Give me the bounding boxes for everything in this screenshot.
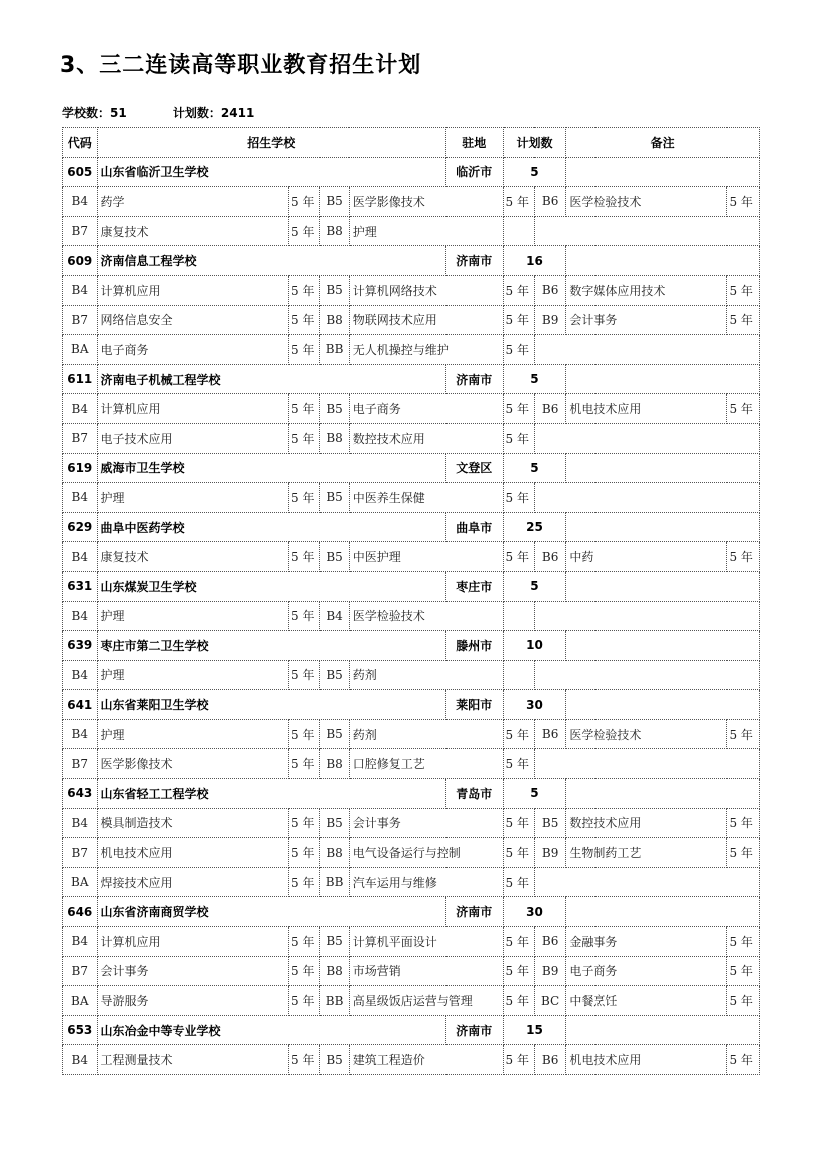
major-row bbox=[63, 1045, 760, 1075]
major-duration: 5 年 bbox=[503, 394, 534, 424]
major-code: B4 bbox=[63, 483, 98, 513]
major-code: B4 bbox=[63, 601, 98, 631]
major-code: B7 bbox=[63, 216, 98, 246]
major-name: 医学检验技术 bbox=[566, 187, 727, 217]
major-code: B5 bbox=[320, 808, 349, 838]
major-name: 电子技术应用 bbox=[97, 423, 289, 453]
school-plan: 10 bbox=[503, 631, 566, 661]
major-duration: 5 年 bbox=[289, 867, 320, 897]
major-name: 康复技术 bbox=[97, 542, 289, 572]
major-code: B7 bbox=[63, 956, 98, 986]
major-row bbox=[63, 216, 760, 246]
major-code: B4 bbox=[63, 542, 98, 572]
major-code: B8 bbox=[320, 216, 349, 246]
major-name: 无人机操控与维护 bbox=[349, 335, 503, 365]
major-code: BB bbox=[320, 335, 349, 365]
major-code: B8 bbox=[320, 749, 349, 779]
major-code: B7 bbox=[63, 749, 98, 779]
major-code: B7 bbox=[63, 838, 98, 868]
major-name: 数控技术应用 bbox=[566, 808, 727, 838]
major-duration: 5 年 bbox=[289, 927, 320, 957]
major-code: BA bbox=[63, 986, 98, 1016]
major-name: 会计事务 bbox=[349, 808, 503, 838]
major-name: 电子商务 bbox=[566, 956, 727, 986]
major-code: B6 bbox=[534, 187, 565, 217]
school-row bbox=[63, 1015, 760, 1045]
major-code: BA bbox=[63, 335, 98, 365]
major-duration: 5 年 bbox=[503, 187, 534, 217]
school-name: 枣庄市第二卫生学校 bbox=[97, 631, 445, 661]
school-plan: 30 bbox=[503, 897, 566, 927]
major-name: 生物制药工艺 bbox=[566, 838, 727, 868]
school-location: 枣庄市 bbox=[446, 571, 504, 601]
major-duration: 5 年 bbox=[727, 808, 760, 838]
school-name: 济南电子机械工程学校 bbox=[97, 364, 445, 394]
major-row bbox=[63, 423, 760, 453]
major-code: B6 bbox=[534, 275, 565, 305]
school-plan: 15 bbox=[503, 1015, 566, 1045]
major-code: B4 bbox=[63, 660, 98, 690]
school-location: 文登区 bbox=[446, 453, 504, 483]
major-row bbox=[63, 719, 760, 749]
major-name: 医学影像技术 bbox=[97, 749, 289, 779]
summary bbox=[62, 104, 254, 121]
major-name: 口腔修复工艺 bbox=[349, 749, 503, 779]
header-location: 驻地 bbox=[446, 128, 504, 158]
school-name: 山东冶金中等专业学校 bbox=[97, 1015, 445, 1045]
empty-cell bbox=[534, 216, 759, 246]
major-name: 模具制造技术 bbox=[97, 808, 289, 838]
empty-cell bbox=[534, 660, 759, 690]
school-note bbox=[566, 690, 760, 720]
major-duration: 5 年 bbox=[727, 187, 760, 217]
school-note bbox=[566, 631, 760, 661]
major-duration: 5 年 bbox=[289, 660, 320, 690]
major-name: 会计事务 bbox=[97, 956, 289, 986]
school-location: 济南市 bbox=[446, 1015, 504, 1045]
major-row bbox=[63, 749, 760, 779]
major-duration: 5 年 bbox=[289, 275, 320, 305]
major-name: 护理 bbox=[97, 601, 289, 631]
major-code: B7 bbox=[63, 305, 98, 335]
school-name: 山东省莱阳卫生学校 bbox=[97, 690, 445, 720]
major-row bbox=[63, 187, 760, 217]
table-header bbox=[63, 128, 760, 158]
major-code: B7 bbox=[63, 423, 98, 453]
school-plan: 5 bbox=[503, 364, 566, 394]
school-code: 611 bbox=[63, 364, 98, 394]
major-row bbox=[63, 335, 760, 365]
major-duration: 5 年 bbox=[727, 986, 760, 1016]
school-plan: 5 bbox=[503, 157, 566, 187]
major-code: B6 bbox=[534, 394, 565, 424]
major-name: 护理 bbox=[349, 216, 503, 246]
major-row bbox=[63, 867, 760, 897]
header-note: 备注 bbox=[566, 128, 760, 158]
major-name: 金融事务 bbox=[566, 927, 727, 957]
major-name: 汽车运用与维修 bbox=[349, 867, 503, 897]
header-plan: 计划数 bbox=[503, 128, 566, 158]
major-name: 数字媒体应用技术 bbox=[566, 275, 727, 305]
major-duration: 5 年 bbox=[289, 1045, 320, 1075]
major-code: B5 bbox=[320, 187, 349, 217]
school-row bbox=[63, 364, 760, 394]
empty-cell bbox=[503, 660, 534, 690]
school-code: 653 bbox=[63, 1015, 98, 1045]
enrollment-table bbox=[62, 127, 760, 1075]
major-name: 焊接技术应用 bbox=[97, 867, 289, 897]
empty-cell bbox=[534, 423, 759, 453]
major-name: 机电技术应用 bbox=[97, 838, 289, 868]
major-code: B4 bbox=[63, 187, 98, 217]
major-name: 药剂 bbox=[349, 660, 503, 690]
school-plan: 5 bbox=[503, 779, 566, 809]
major-duration: 5 年 bbox=[289, 601, 320, 631]
plan-count: 计划数：2411 bbox=[172, 106, 255, 120]
major-name: 计算机应用 bbox=[97, 394, 289, 424]
major-name: 网络信息安全 bbox=[97, 305, 289, 335]
major-duration: 5 年 bbox=[289, 305, 320, 335]
school-note bbox=[566, 453, 760, 483]
major-name: 建筑工程造价 bbox=[349, 1045, 503, 1075]
major-duration: 5 年 bbox=[727, 719, 760, 749]
school-plan: 5 bbox=[503, 571, 566, 601]
school-note bbox=[566, 364, 760, 394]
major-name: 高星级饭店运营与管理 bbox=[349, 986, 503, 1016]
major-row bbox=[63, 483, 760, 513]
major-name: 中药 bbox=[566, 542, 727, 572]
major-duration: 5 年 bbox=[727, 1045, 760, 1075]
school-code: 643 bbox=[63, 779, 98, 809]
major-row bbox=[63, 956, 760, 986]
major-code: B5 bbox=[320, 483, 349, 513]
major-name: 电子商务 bbox=[349, 394, 503, 424]
school-code: 639 bbox=[63, 631, 98, 661]
school-name: 山东省临沂卫生学校 bbox=[97, 157, 445, 187]
school-row bbox=[63, 779, 760, 809]
school-code: 605 bbox=[63, 157, 98, 187]
major-name: 电子商务 bbox=[97, 335, 289, 365]
major-code: B6 bbox=[534, 1045, 565, 1075]
major-name: 物联网技术应用 bbox=[349, 305, 503, 335]
major-code: B4 bbox=[63, 394, 98, 424]
major-duration: 5 年 bbox=[289, 838, 320, 868]
major-duration: 5 年 bbox=[503, 423, 534, 453]
major-duration: 5 年 bbox=[727, 542, 760, 572]
school-name: 山东煤炭卫生学校 bbox=[97, 571, 445, 601]
major-duration: 5 年 bbox=[289, 394, 320, 424]
page-title: 3、三二连读高等职业教育招生计划 bbox=[60, 53, 422, 78]
major-duration: 5 年 bbox=[289, 187, 320, 217]
major-duration: 5 年 bbox=[503, 749, 534, 779]
school-row bbox=[63, 453, 760, 483]
major-code: B5 bbox=[320, 275, 349, 305]
major-code: B4 bbox=[63, 1045, 98, 1075]
major-duration: 5 年 bbox=[289, 719, 320, 749]
major-name: 医学检验技术 bbox=[566, 719, 727, 749]
major-code: B4 bbox=[63, 808, 98, 838]
major-duration: 5 年 bbox=[503, 275, 534, 305]
major-duration: 5 年 bbox=[727, 305, 760, 335]
major-name: 中餐烹饪 bbox=[566, 986, 727, 1016]
major-name: 计算机应用 bbox=[97, 275, 289, 305]
empty-cell bbox=[534, 749, 759, 779]
major-code: BB bbox=[320, 986, 349, 1016]
major-row bbox=[63, 542, 760, 572]
school-code: 619 bbox=[63, 453, 98, 483]
school-location: 济南市 bbox=[446, 364, 504, 394]
school-location: 青岛市 bbox=[446, 779, 504, 809]
school-code: 631 bbox=[63, 571, 98, 601]
empty-cell bbox=[503, 601, 534, 631]
school-location: 莱阳市 bbox=[446, 690, 504, 720]
major-duration: 5 年 bbox=[727, 838, 760, 868]
school-location: 济南市 bbox=[446, 246, 504, 276]
major-duration: 5 年 bbox=[503, 305, 534, 335]
major-name: 药剂 bbox=[349, 719, 503, 749]
major-code: B8 bbox=[320, 423, 349, 453]
school-note bbox=[566, 897, 760, 927]
school-row bbox=[63, 571, 760, 601]
major-code: B5 bbox=[320, 1045, 349, 1075]
empty-cell bbox=[503, 216, 534, 246]
major-duration: 5 年 bbox=[503, 483, 534, 513]
major-row bbox=[63, 305, 760, 335]
major-duration: 5 年 bbox=[503, 1045, 534, 1075]
major-name: 中医护理 bbox=[349, 542, 503, 572]
school-row bbox=[63, 690, 760, 720]
school-code: 641 bbox=[63, 690, 98, 720]
major-code: B5 bbox=[320, 660, 349, 690]
major-duration: 5 年 bbox=[503, 808, 534, 838]
major-duration: 5 年 bbox=[289, 749, 320, 779]
major-code: B5 bbox=[320, 927, 349, 957]
school-plan: 25 bbox=[503, 512, 566, 542]
major-code: B9 bbox=[534, 838, 565, 868]
major-name: 医学检验技术 bbox=[349, 601, 503, 631]
major-name: 康复技术 bbox=[97, 216, 289, 246]
major-duration: 5 年 bbox=[727, 275, 760, 305]
major-duration: 5 年 bbox=[503, 542, 534, 572]
major-code: B9 bbox=[534, 305, 565, 335]
major-duration: 5 年 bbox=[289, 423, 320, 453]
major-name: 药学 bbox=[97, 187, 289, 217]
major-row bbox=[63, 808, 760, 838]
major-duration: 5 年 bbox=[289, 335, 320, 365]
major-duration: 5 年 bbox=[289, 986, 320, 1016]
major-code: B8 bbox=[320, 305, 349, 335]
major-row bbox=[63, 927, 760, 957]
empty-cell bbox=[534, 867, 759, 897]
major-code: B5 bbox=[320, 719, 349, 749]
major-code: B6 bbox=[534, 927, 565, 957]
header-code: 代码 bbox=[63, 128, 98, 158]
major-name: 数控技术应用 bbox=[349, 423, 503, 453]
major-row bbox=[63, 275, 760, 305]
school-name: 济南信息工程学校 bbox=[97, 246, 445, 276]
major-name: 计算机应用 bbox=[97, 927, 289, 957]
major-duration: 5 年 bbox=[289, 542, 320, 572]
school-code: 609 bbox=[63, 246, 98, 276]
school-location: 济南市 bbox=[446, 897, 504, 927]
school-row bbox=[63, 631, 760, 661]
major-row bbox=[63, 986, 760, 1016]
major-code: BB bbox=[320, 867, 349, 897]
school-row bbox=[63, 246, 760, 276]
major-duration: 5 年 bbox=[289, 956, 320, 986]
major-name: 电气设备运行与控制 bbox=[349, 838, 503, 868]
school-plan: 16 bbox=[503, 246, 566, 276]
major-code: BA bbox=[63, 867, 98, 897]
major-duration: 5 年 bbox=[503, 956, 534, 986]
major-code: B8 bbox=[320, 838, 349, 868]
school-code: 646 bbox=[63, 897, 98, 927]
major-code: B8 bbox=[320, 956, 349, 986]
school-row bbox=[63, 157, 760, 187]
major-duration: 5 年 bbox=[503, 867, 534, 897]
major-name: 机电技术应用 bbox=[566, 1045, 727, 1075]
major-code: B5 bbox=[320, 394, 349, 424]
major-row bbox=[63, 394, 760, 424]
header-school: 招生学校 bbox=[97, 128, 445, 158]
major-code: B6 bbox=[534, 719, 565, 749]
major-code: B5 bbox=[320, 542, 349, 572]
school-count: 学校数：51 bbox=[62, 106, 127, 120]
major-name: 计算机网络技术 bbox=[349, 275, 503, 305]
empty-cell bbox=[534, 483, 759, 513]
school-note bbox=[566, 512, 760, 542]
school-code: 629 bbox=[63, 512, 98, 542]
major-name: 机电技术应用 bbox=[566, 394, 727, 424]
school-plan: 30 bbox=[503, 690, 566, 720]
major-duration: 5 年 bbox=[503, 838, 534, 868]
major-code: B6 bbox=[534, 542, 565, 572]
major-code: B4 bbox=[63, 275, 98, 305]
major-duration: 5 年 bbox=[289, 216, 320, 246]
major-duration: 5 年 bbox=[503, 986, 534, 1016]
school-location: 滕州市 bbox=[446, 631, 504, 661]
major-duration: 5 年 bbox=[727, 927, 760, 957]
major-name: 导游服务 bbox=[97, 986, 289, 1016]
major-name: 计算机平面设计 bbox=[349, 927, 503, 957]
major-name: 会计事务 bbox=[566, 305, 727, 335]
school-location: 临沂市 bbox=[446, 157, 504, 187]
major-code: B9 bbox=[534, 956, 565, 986]
major-name: 护理 bbox=[97, 483, 289, 513]
school-row bbox=[63, 897, 760, 927]
major-duration: 5 年 bbox=[289, 483, 320, 513]
school-row bbox=[63, 512, 760, 542]
major-duration: 5 年 bbox=[727, 394, 760, 424]
school-name: 曲阜中医药学校 bbox=[97, 512, 445, 542]
school-note bbox=[566, 1015, 760, 1045]
school-note bbox=[566, 779, 760, 809]
major-code: B4 bbox=[320, 601, 349, 631]
school-name: 威海市卫生学校 bbox=[97, 453, 445, 483]
major-code: B4 bbox=[63, 927, 98, 957]
school-note bbox=[566, 571, 760, 601]
major-duration: 5 年 bbox=[503, 335, 534, 365]
major-duration: 5 年 bbox=[503, 719, 534, 749]
major-name: 中医养生保健 bbox=[349, 483, 503, 513]
school-note bbox=[566, 246, 760, 276]
major-code: B5 bbox=[534, 808, 565, 838]
major-code: B4 bbox=[63, 719, 98, 749]
empty-cell bbox=[534, 601, 759, 631]
major-row bbox=[63, 660, 760, 690]
major-row bbox=[63, 838, 760, 868]
school-name: 山东省济南商贸学校 bbox=[97, 897, 445, 927]
major-name: 工程测量技术 bbox=[97, 1045, 289, 1075]
school-location: 曲阜市 bbox=[446, 512, 504, 542]
major-name: 护理 bbox=[97, 660, 289, 690]
major-duration: 5 年 bbox=[289, 808, 320, 838]
major-code: BC bbox=[534, 986, 565, 1016]
school-note bbox=[566, 157, 760, 187]
school-name: 山东省轻工工程学校 bbox=[97, 779, 445, 809]
major-name: 市场营销 bbox=[349, 956, 503, 986]
major-row bbox=[63, 601, 760, 631]
major-duration: 5 年 bbox=[727, 956, 760, 986]
major-name: 护理 bbox=[97, 719, 289, 749]
school-plan: 5 bbox=[503, 453, 566, 483]
empty-cell bbox=[534, 335, 759, 365]
major-duration: 5 年 bbox=[503, 927, 534, 957]
major-name: 医学影像技术 bbox=[349, 187, 503, 217]
